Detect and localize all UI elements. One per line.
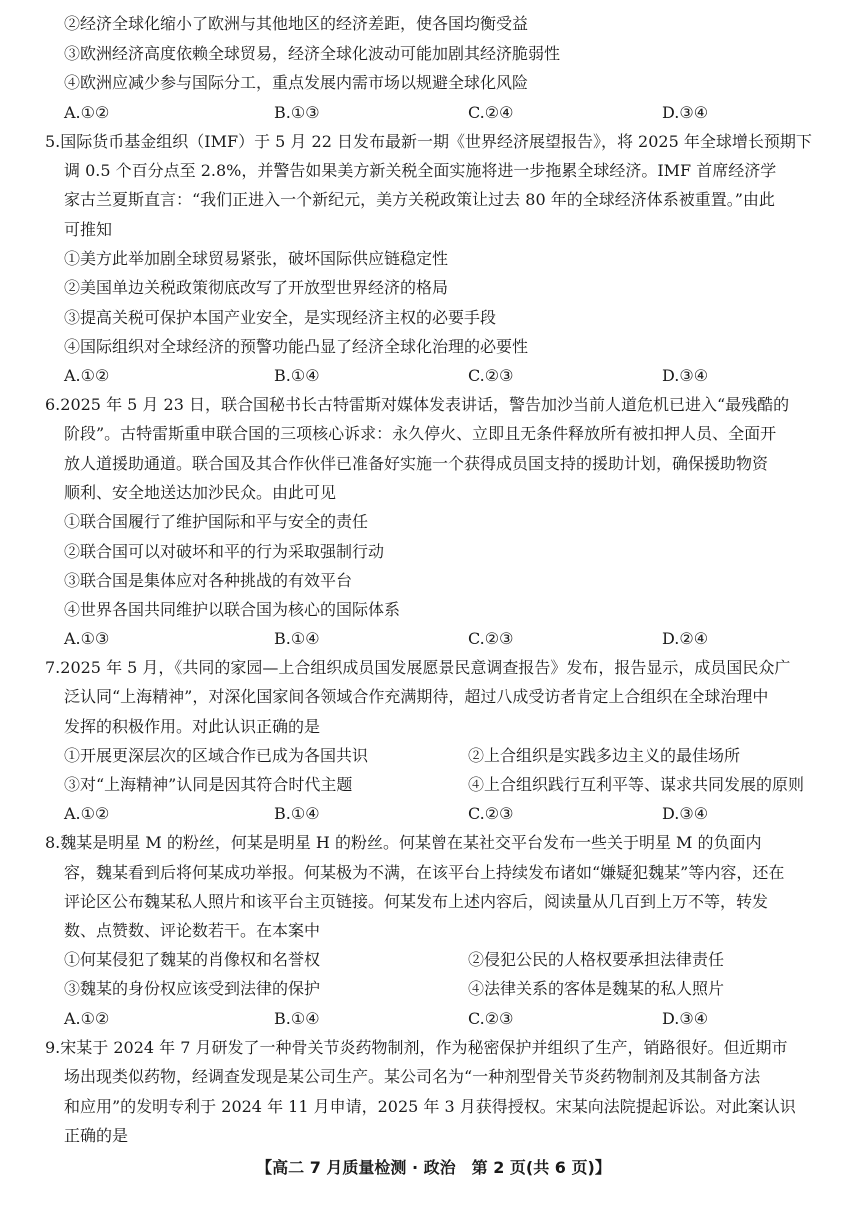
q7-statements-row-2: [64, 774, 844, 796]
q5-statement-1: ①美方此举加剧全球贸易紧张，破坏国际供应链稳定性: [64, 249, 449, 268]
q8-option-c[interactable]: C.②③: [468, 1009, 514, 1028]
q5-statement-3: ③提高关税可保护本国产业安全，是实现经济主权的必要手段: [64, 308, 497, 327]
q8-statement-4: ④法律关系的客体是魏某的私人照片: [468, 979, 725, 998]
q6-stem-line-3: 放人道援助通道。联合国及其合作伙伴已准备好实施一个获得成员国支持的援助计划，确保援助物资: [64, 454, 769, 473]
q7-statement-3: ③对“上海精神”认同是因其符合时代主题: [64, 775, 353, 794]
q5-stem-line-3: 家古兰夏斯直言：“我们正进入一个新纪元，美方关税政策让过去 80 年的全球经济体系被重置。”由此: [64, 190, 775, 209]
q6-options: [64, 628, 834, 650]
q7-statement-4: ④上合组织践行互利平等、谋求共同发展的原则: [468, 775, 805, 794]
q4-statement-2: ②经济全球化缩小了欧洲与其他地区的经济差距，使各国均衡受益: [64, 14, 529, 33]
q5-option-d[interactable]: D.③④: [662, 366, 709, 385]
q7-option-c[interactable]: C.②③: [468, 804, 514, 823]
q8-statement-2: ②侵犯公民的人格权要承担法律责任: [468, 950, 725, 969]
q4-statement-3: ③欧洲经济高度依赖全球贸易，经济全球化波动可能加剧其经济脆弱性: [64, 44, 561, 63]
q8-statements-row-2: [64, 978, 844, 1000]
q4-option-b[interactable]: B.①③: [274, 103, 320, 122]
q7-statements-row-1: [64, 745, 844, 767]
q9-stem-line-3: 和应用”的发明专利于 2024 年 11 月申请，2025 年 3 月获得授权。宋某向法院提起诉讼。对此案认识: [64, 1097, 796, 1116]
q7-option-a[interactable]: A.①②: [64, 804, 110, 823]
q7-statement-1: ①开展更深层次的区域合作已成为各国共识: [64, 746, 369, 765]
q8-statement-3: ③魏某的身份权应该受到法律的保护: [64, 979, 321, 998]
q6-option-c[interactable]: C.②③: [468, 629, 514, 648]
q6-stem-line-1: 6.2025 年 5 月 23 日，联合国秘书长古特雷斯对媒体发表讲话，警告加沙当前人道危机已进入“最残酷的: [45, 395, 790, 414]
q7-option-b[interactable]: B.①④: [274, 804, 320, 823]
q5-stem-line-2: 调 0.5 个百分点至 2.8%，并警告如果美方新关税全面实施将进一步拖累全球经济。IMF 首席经济学: [64, 161, 777, 180]
q6-stem-line-2: 阶段”。古特雷斯重申联合国的三项核心诉求：永久停火、立即且无条件释放所有被扣押人员、全面开: [64, 424, 777, 443]
q9-stem-line-2: 场出现类似药物，经调查发现是某公司生产。某公司名为“一种剂型骨关节炎药物制剂及其制备方法: [64, 1067, 761, 1086]
q4-option-a[interactable]: A.①②: [64, 103, 110, 122]
q5-option-a[interactable]: A.①②: [64, 366, 110, 385]
q6-statement-3: ③联合国是集体应对各种挑战的有效平台: [64, 571, 353, 590]
q8-option-d[interactable]: D.③④: [662, 1009, 709, 1028]
q6-option-a[interactable]: A.①③: [64, 629, 110, 648]
q8-statements-row-1: [64, 949, 844, 971]
q8-stem-line-2: 容，魏某看到后将何某成功举报。何某极为不满，在该平台上持续发布诸如“嫌疑犯魏某”等内容，还在: [64, 863, 785, 882]
q6-option-b[interactable]: B.①④: [274, 629, 320, 648]
q8-stem-line-1: 8.魏某是明星 M 的粉丝，何某是明星 H 的粉丝。何某曾在某社交平台发布一些关于明星 M 的负面内: [45, 833, 762, 852]
q5-stem-line-4: 可推知: [64, 220, 113, 239]
q4-statement-4: ④欧洲应减少参与国际分工，重点发展内需市场以规避全球化风险: [64, 73, 529, 92]
q5-statement-2: ②美国单边关税政策彻底改写了开放型世界经济的格局: [64, 278, 449, 297]
q7-option-d[interactable]: D.③④: [662, 804, 709, 823]
q5-stem-line-1: 5.国际货币基金组织（IMF）于 5 月 22 日发布最新一期《世界经济展望报告》，将 2025 年全球增长预期下: [45, 132, 812, 151]
q7-options: [64, 803, 834, 825]
q5-option-b[interactable]: B.①④: [274, 366, 320, 385]
q6-statement-1: ①联合国履行了维护国际和平与安全的责任: [64, 512, 369, 531]
q8-stem-line-4: 数、点赞数、评论数若干。在本案中: [64, 921, 321, 940]
q7-stem-line-2: 泛认同“上海精神”，对深化国家间各领域合作充满期待，超过八成受访者肯定上合组织在全球治理中: [64, 687, 769, 706]
q6-option-d[interactable]: D.②④: [662, 629, 709, 648]
q9-stem-line-1: 9.宋某于 2024 年 7 月研发了一种骨关节炎药物制剂，作为秘密保护并组织了生产，销路很好。但近期市: [45, 1038, 788, 1057]
q8-stem-line-3: 评论区公布魏某私人照片和该平台主页链接。何某发布上述内容后，阅读量从几百到上万不等，转发: [64, 892, 769, 911]
q6-stem-line-4: 顺利、安全地送达加沙民众。由此可见: [64, 483, 337, 502]
q7-stem-line-1: 7.2025 年 5 月，《共同的家园—上合组织成员国发展愿景民意调查报告》发布，报告显示，成员国民众广: [45, 658, 791, 677]
q4-options: [64, 102, 834, 124]
page-footer: 【高二 7 月质量检测 · 政治 第 2 页(共 6 页)】: [256, 1158, 611, 1177]
q4-option-c[interactable]: C.②④: [468, 103, 514, 122]
q5-option-c[interactable]: C.②③: [468, 366, 514, 385]
q8-statement-1: ①何某侵犯了魏某的肖像权和名誉权: [64, 950, 321, 969]
q5-statement-4: ④国际组织对全球经济的预警功能凸显了经济全球化治理的必要性: [64, 337, 529, 356]
q6-statement-2: ②联合国可以对破坏和平的行为采取强制行动: [64, 542, 385, 561]
q8-option-b[interactable]: B.①④: [274, 1009, 320, 1028]
q6-statement-4: ④世界各国共同维护以联合国为核心的国际体系: [64, 600, 401, 619]
q5-options: [64, 365, 834, 387]
q7-stem-line-3: 发挥的积极作用。对此认识正确的是: [64, 717, 321, 736]
q8-options: [64, 1008, 834, 1030]
q8-option-a[interactable]: A.①②: [64, 1009, 110, 1028]
q4-option-d[interactable]: D.③④: [662, 103, 709, 122]
q7-statement-2: ②上合组织是实践多边主义的最佳场所: [468, 746, 741, 765]
q9-stem-line-4: 正确的是: [64, 1126, 129, 1145]
